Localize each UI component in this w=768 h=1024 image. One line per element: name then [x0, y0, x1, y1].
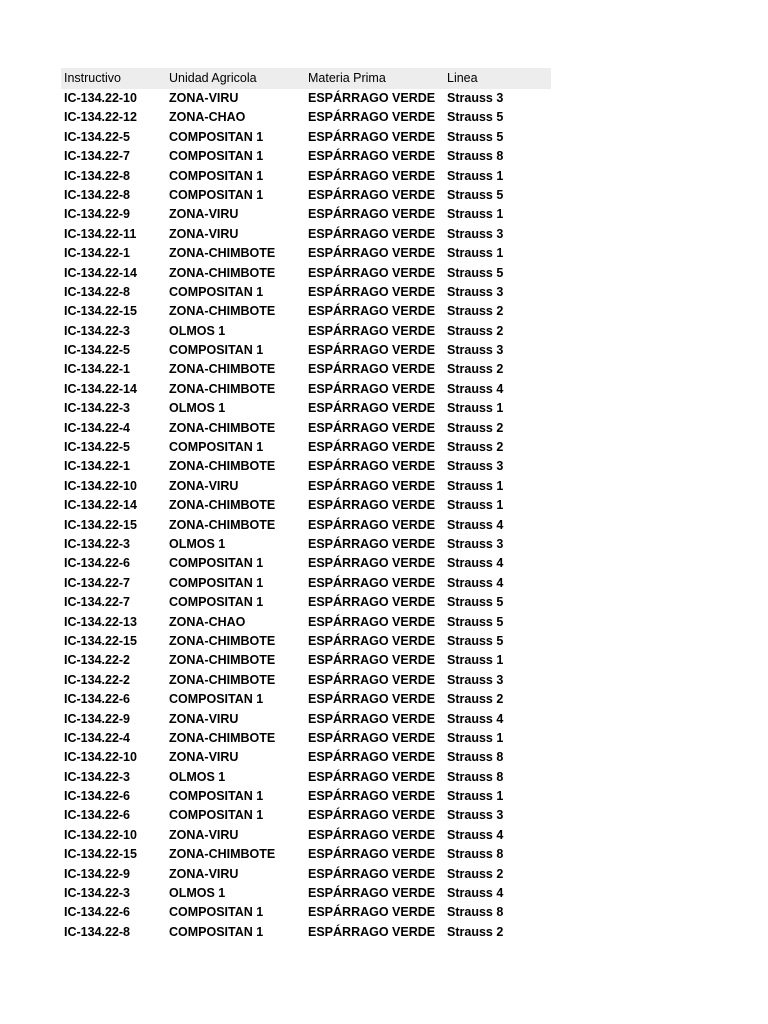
- cell-materia-prima: ESPÁRRAGO VERDE: [308, 226, 436, 241]
- cell-instructivo: IC-134.22-8: [64, 924, 131, 939]
- cell-instructivo: IC-134.22-15: [64, 304, 137, 319]
- cell-instructivo: IC-134.22-10: [64, 478, 137, 493]
- cell-unidad-agricola: COMPOSITAN 1: [169, 284, 264, 299]
- cell-unidad-agricola: OLMOS 1: [169, 323, 226, 338]
- cell-materia-prima: ESPÁRRAGO VERDE: [308, 730, 436, 745]
- cell-linea: Strauss 1: [447, 498, 504, 513]
- cell-instructivo: IC-134.22-6: [64, 808, 131, 823]
- cell-unidad-agricola: COMPOSITAN 1: [169, 168, 264, 183]
- table-row: [61, 302, 551, 321]
- cell-instructivo: IC-134.22-7: [64, 595, 131, 610]
- spreadsheet-table: [61, 68, 551, 942]
- cell-linea: Strauss 5: [447, 614, 504, 629]
- table-row: [61, 574, 551, 593]
- table-row: [61, 865, 551, 884]
- table-row: [61, 457, 551, 476]
- cell-instructivo: IC-134.22-12: [64, 110, 137, 125]
- cell-instructivo: IC-134.22-5: [64, 129, 131, 144]
- cell-instructivo: IC-134.22-3: [64, 769, 131, 784]
- cell-instructivo: IC-134.22-7: [64, 575, 131, 590]
- cell-materia-prima: ESPÁRRAGO VERDE: [308, 187, 436, 202]
- table-row: [61, 632, 551, 651]
- cell-instructivo: IC-134.22-14: [64, 498, 137, 513]
- cell-materia-prima: ESPÁRRAGO VERDE: [308, 440, 436, 455]
- cell-unidad-agricola: COMPOSITAN 1: [169, 595, 264, 610]
- cell-linea: Strauss 8: [447, 905, 504, 920]
- table-row: [61, 225, 551, 244]
- cell-linea: Strauss 1: [447, 246, 504, 261]
- table-row: [61, 535, 551, 554]
- table-row: [61, 845, 551, 864]
- cell-materia-prima: ESPÁRRAGO VERDE: [308, 556, 436, 571]
- table-row: [61, 283, 551, 302]
- cell-materia-prima: ESPÁRRAGO VERDE: [308, 886, 436, 901]
- cell-linea: Strauss 3: [447, 284, 504, 299]
- cell-instructivo: IC-134.22-9: [64, 711, 131, 726]
- cell-materia-prima: ESPÁRRAGO VERDE: [308, 750, 436, 765]
- cell-linea: Strauss 4: [447, 886, 504, 901]
- table-header-row: [61, 68, 551, 89]
- cell-unidad-agricola: COMPOSITAN 1: [169, 149, 264, 164]
- cell-materia-prima: ESPÁRRAGO VERDE: [308, 575, 436, 590]
- table-row: [61, 516, 551, 535]
- cell-materia-prima: ESPÁRRAGO VERDE: [308, 692, 436, 707]
- cell-materia-prima: ESPÁRRAGO VERDE: [308, 304, 436, 319]
- table-row: [61, 826, 551, 845]
- header-linea: Linea: [447, 71, 478, 85]
- cell-instructivo: IC-134.22-1: [64, 362, 131, 377]
- cell-materia-prima: ESPÁRRAGO VERDE: [308, 827, 436, 842]
- cell-instructivo: IC-134.22-10: [64, 750, 137, 765]
- cell-materia-prima: ESPÁRRAGO VERDE: [308, 284, 436, 299]
- table-row: [61, 477, 551, 496]
- cell-linea: Strauss 3: [447, 672, 504, 687]
- cell-unidad-agricola: COMPOSITAN 1: [169, 187, 264, 202]
- cell-instructivo: IC-134.22-10: [64, 91, 137, 105]
- table-row: [61, 167, 551, 186]
- cell-instructivo: IC-134.22-6: [64, 692, 131, 707]
- table-row: [61, 399, 551, 418]
- cell-materia-prima: ESPÁRRAGO VERDE: [308, 498, 436, 513]
- cell-instructivo: IC-134.22-7: [64, 149, 131, 164]
- cell-linea: Strauss 1: [447, 478, 504, 493]
- cell-materia-prima: ESPÁRRAGO VERDE: [308, 168, 436, 183]
- cell-instructivo: IC-134.22-3: [64, 323, 131, 338]
- cell-linea: Strauss 4: [447, 381, 504, 396]
- cell-materia-prima: ESPÁRRAGO VERDE: [308, 789, 436, 804]
- table-row: [61, 671, 551, 690]
- table-row: [61, 128, 551, 147]
- table-row: [61, 205, 551, 224]
- cell-unidad-agricola: ZONA-CHIMBOTE: [169, 304, 276, 319]
- cell-instructivo: IC-134.22-14: [64, 265, 137, 280]
- table-row: [61, 341, 551, 360]
- cell-instructivo: IC-134.22-2: [64, 672, 131, 687]
- cell-linea: Strauss 2: [447, 362, 504, 377]
- cell-linea: Strauss 2: [447, 304, 504, 319]
- table-row: [61, 108, 551, 127]
- cell-materia-prima: ESPÁRRAGO VERDE: [308, 246, 436, 261]
- cell-instructivo: IC-134.22-6: [64, 789, 131, 804]
- cell-unidad-agricola: ZONA-CHIMBOTE: [169, 847, 276, 862]
- cell-instructivo: IC-134.22-8: [64, 284, 131, 299]
- table-row: [61, 360, 551, 379]
- cell-unidad-agricola: COMPOSITAN 1: [169, 905, 264, 920]
- cell-materia-prima: ESPÁRRAGO VERDE: [308, 381, 436, 396]
- table-row: [61, 748, 551, 767]
- cell-materia-prima: ESPÁRRAGO VERDE: [308, 110, 436, 125]
- cell-instructivo: IC-134.22-4: [64, 730, 131, 745]
- cell-instructivo: IC-134.22-3: [64, 401, 131, 416]
- cell-linea: Strauss 5: [447, 595, 504, 610]
- cell-materia-prima: ESPÁRRAGO VERDE: [308, 343, 436, 358]
- cell-instructivo: IC-134.22-6: [64, 556, 131, 571]
- cell-unidad-agricola: COMPOSITAN 1: [169, 808, 264, 823]
- cell-unidad-agricola: ZONA-CHIMBOTE: [169, 730, 276, 745]
- cell-instructivo: IC-134.22-15: [64, 847, 137, 862]
- cell-linea: Strauss 2: [447, 692, 504, 707]
- cell-instructivo: IC-134.22-10: [64, 827, 137, 842]
- cell-instructivo: IC-134.22-3: [64, 536, 131, 551]
- table-row: [61, 806, 551, 825]
- cell-linea: Strauss 1: [447, 730, 504, 745]
- cell-unidad-agricola: COMPOSITAN 1: [169, 789, 264, 804]
- cell-materia-prima: ESPÁRRAGO VERDE: [308, 459, 436, 474]
- cell-materia-prima: ESPÁRRAGO VERDE: [308, 401, 436, 416]
- cell-linea: Strauss 3: [447, 226, 504, 241]
- table-row: [61, 923, 551, 942]
- cell-instructivo: IC-134.22-5: [64, 343, 131, 358]
- cell-materia-prima: ESPÁRRAGO VERDE: [308, 420, 436, 435]
- cell-linea: Strauss 4: [447, 556, 504, 571]
- cell-instructivo: IC-134.22-11: [64, 226, 137, 241]
- cell-materia-prima: ESPÁRRAGO VERDE: [308, 614, 436, 629]
- cell-linea: Strauss 2: [447, 323, 504, 338]
- cell-materia-prima: ESPÁRRAGO VERDE: [308, 91, 436, 105]
- cell-materia-prima: ESPÁRRAGO VERDE: [308, 362, 436, 377]
- table-row: [61, 322, 551, 341]
- table-row: [61, 419, 551, 438]
- table-row: [61, 186, 551, 205]
- cell-linea: Strauss 2: [447, 420, 504, 435]
- cell-instructivo: IC-134.22-5: [64, 440, 131, 455]
- cell-instructivo: IC-134.22-9: [64, 207, 131, 222]
- cell-materia-prima: ESPÁRRAGO VERDE: [308, 769, 436, 784]
- cell-unidad-agricola: ZONA-VIRU: [169, 226, 239, 241]
- header-instructivo: Instructivo: [64, 71, 121, 85]
- cell-instructivo: IC-134.22-8: [64, 168, 131, 183]
- cell-linea: Strauss 1: [447, 207, 504, 222]
- cell-instructivo: IC-134.22-6: [64, 905, 131, 920]
- cell-unidad-agricola: OLMOS 1: [169, 536, 226, 551]
- cell-unidad-agricola: ZONA-VIRU: [169, 750, 239, 765]
- cell-instructivo: IC-134.22-1: [64, 459, 131, 474]
- table-row: [61, 729, 551, 748]
- cell-instructivo: IC-134.22-2: [64, 653, 131, 668]
- cell-materia-prima: ESPÁRRAGO VERDE: [308, 265, 436, 280]
- cell-materia-prima: ESPÁRRAGO VERDE: [308, 711, 436, 726]
- cell-unidad-agricola: ZONA-CHAO: [169, 110, 246, 125]
- cell-materia-prima: ESPÁRRAGO VERDE: [308, 866, 436, 881]
- cell-instructivo: IC-134.22-9: [64, 866, 131, 881]
- table-row: [61, 690, 551, 709]
- cell-linea: Strauss 1: [447, 168, 504, 183]
- cell-linea: Strauss 5: [447, 187, 504, 202]
- table-row: [61, 613, 551, 632]
- table-row: [61, 710, 551, 729]
- cell-unidad-agricola: ZONA-CHIMBOTE: [169, 265, 276, 280]
- table-row: [61, 244, 551, 263]
- table-row: [61, 89, 551, 108]
- table-row: [61, 651, 551, 670]
- cell-unidad-agricola: ZONA-CHIMBOTE: [169, 420, 276, 435]
- cell-materia-prima: ESPÁRRAGO VERDE: [308, 323, 436, 338]
- cell-unidad-agricola: ZONA-CHAO: [169, 614, 246, 629]
- cell-materia-prima: ESPÁRRAGO VERDE: [308, 536, 436, 551]
- cell-linea: Strauss 1: [447, 789, 504, 804]
- cell-instructivo: IC-134.22-15: [64, 633, 137, 648]
- cell-unidad-agricola: ZONA-CHIMBOTE: [169, 633, 276, 648]
- table-row: [61, 593, 551, 612]
- cell-linea: Strauss 4: [447, 827, 504, 842]
- cell-materia-prima: ESPÁRRAGO VERDE: [308, 633, 436, 648]
- table-row: [61, 903, 551, 922]
- cell-materia-prima: ESPÁRRAGO VERDE: [308, 905, 436, 920]
- cell-linea: Strauss 1: [447, 401, 504, 416]
- table-row: [61, 147, 551, 166]
- cell-materia-prima: ESPÁRRAGO VERDE: [308, 207, 436, 222]
- cell-instructivo: IC-134.22-14: [64, 381, 137, 396]
- cell-linea: Strauss 8: [447, 769, 504, 784]
- cell-unidad-agricola: ZONA-VIRU: [169, 827, 239, 842]
- cell-materia-prima: ESPÁRRAGO VERDE: [308, 672, 436, 687]
- table-row: [61, 380, 551, 399]
- cell-unidad-agricola: ZONA-CHIMBOTE: [169, 517, 276, 532]
- table-row: [61, 768, 551, 787]
- cell-linea: Strauss 3: [447, 343, 504, 358]
- cell-unidad-agricola: COMPOSITAN 1: [169, 692, 264, 707]
- cell-unidad-agricola: ZONA-CHIMBOTE: [169, 362, 276, 377]
- cell-linea: Strauss 5: [447, 265, 504, 280]
- cell-unidad-agricola: COMPOSITAN 1: [169, 343, 264, 358]
- cell-linea: Strauss 8: [447, 149, 504, 164]
- cell-unidad-agricola: ZONA-VIRU: [169, 91, 239, 105]
- cell-linea: Strauss 2: [447, 866, 504, 881]
- table-row: [61, 884, 551, 903]
- cell-materia-prima: ESPÁRRAGO VERDE: [308, 149, 436, 164]
- cell-instructivo: IC-134.22-15: [64, 517, 137, 532]
- cell-instructivo: IC-134.22-8: [64, 187, 131, 202]
- table-row: [61, 554, 551, 573]
- cell-linea: Strauss 3: [447, 91, 504, 105]
- cell-linea: Strauss 3: [447, 536, 504, 551]
- header-materia-prima: Materia Prima: [308, 71, 386, 85]
- cell-unidad-agricola: ZONA-VIRU: [169, 207, 239, 222]
- table-body: [61, 89, 551, 942]
- cell-instructivo: IC-134.22-13: [64, 614, 137, 629]
- cell-linea: Strauss 3: [447, 808, 504, 823]
- header-unidad-agricola: Unidad Agricola: [169, 71, 257, 85]
- cell-linea: Strauss 3: [447, 459, 504, 474]
- cell-materia-prima: ESPÁRRAGO VERDE: [308, 808, 436, 823]
- cell-unidad-agricola: ZONA-VIRU: [169, 478, 239, 493]
- cell-unidad-agricola: ZONA-CHIMBOTE: [169, 246, 276, 261]
- cell-linea: Strauss 2: [447, 924, 504, 939]
- cell-materia-prima: ESPÁRRAGO VERDE: [308, 517, 436, 532]
- cell-unidad-agricola: COMPOSITAN 1: [169, 440, 264, 455]
- cell-unidad-agricola: OLMOS 1: [169, 401, 226, 416]
- cell-instructivo: IC-134.22-4: [64, 420, 131, 435]
- cell-linea: Strauss 4: [447, 517, 504, 532]
- cell-unidad-agricola: OLMOS 1: [169, 886, 226, 901]
- cell-materia-prima: ESPÁRRAGO VERDE: [308, 595, 436, 610]
- cell-unidad-agricola: ZONA-CHIMBOTE: [169, 381, 276, 396]
- cell-linea: Strauss 2: [447, 440, 504, 455]
- cell-unidad-agricola: ZONA-CHIMBOTE: [169, 653, 276, 668]
- table-row: [61, 496, 551, 515]
- cell-unidad-agricola: OLMOS 1: [169, 769, 226, 784]
- cell-materia-prima: ESPÁRRAGO VERDE: [308, 653, 436, 668]
- cell-materia-prima: ESPÁRRAGO VERDE: [308, 478, 436, 493]
- cell-unidad-agricola: ZONA-CHIMBOTE: [169, 459, 276, 474]
- cell-unidad-agricola: COMPOSITAN 1: [169, 556, 264, 571]
- cell-linea: Strauss 8: [447, 847, 504, 862]
- cell-linea: Strauss 5: [447, 110, 504, 125]
- cell-linea: Strauss 5: [447, 633, 504, 648]
- cell-unidad-agricola: ZONA-VIRU: [169, 866, 239, 881]
- table-row: [61, 264, 551, 283]
- cell-linea: Strauss 1: [447, 653, 504, 668]
- table-row: [61, 787, 551, 806]
- cell-unidad-agricola: COMPOSITAN 1: [169, 575, 264, 590]
- cell-instructivo: IC-134.22-3: [64, 886, 131, 901]
- cell-unidad-agricola: ZONA-VIRU: [169, 711, 239, 726]
- cell-unidad-agricola: ZONA-CHIMBOTE: [169, 498, 276, 513]
- cell-unidad-agricola: ZONA-CHIMBOTE: [169, 672, 276, 687]
- cell-linea: Strauss 4: [447, 711, 504, 726]
- cell-linea: Strauss 5: [447, 129, 504, 144]
- cell-unidad-agricola: COMPOSITAN 1: [169, 924, 264, 939]
- cell-linea: Strauss 8: [447, 750, 504, 765]
- table-row: [61, 438, 551, 457]
- cell-unidad-agricola: COMPOSITAN 1: [169, 129, 264, 144]
- cell-materia-prima: ESPÁRRAGO VERDE: [308, 847, 436, 862]
- cell-materia-prima: ESPÁRRAGO VERDE: [308, 129, 436, 144]
- cell-materia-prima: ESPÁRRAGO VERDE: [308, 924, 436, 939]
- cell-instructivo: IC-134.22-1: [64, 246, 131, 261]
- cell-linea: Strauss 4: [447, 575, 504, 590]
